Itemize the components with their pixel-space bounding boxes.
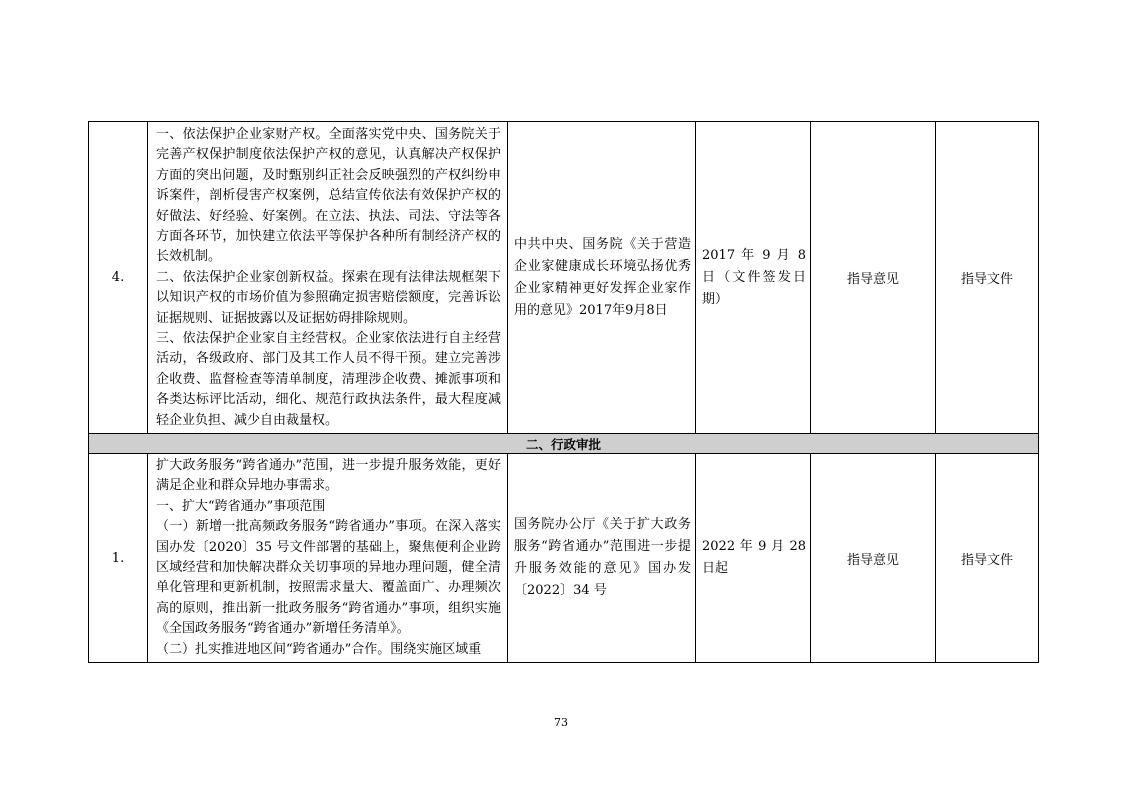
nature-cell: 指导文件 [936, 454, 1039, 663]
table-row [89, 122, 1039, 434]
section-title: 二、行政审批 [89, 434, 1039, 454]
content-paragraph: 一、依法保护企业家财产权。全面落实党中央、国务院关于完善产权保护制度依法保护产权的意见，认真解决产权保护方面的突出问题，及时甄别纠正社会反映强烈的产权纠纷申诉案件，剖析侵害产权案例，总结宣传依法有效保护产权的好做法、好经验、好案例。在立法、执法、司法、守法等各方面各环节，加快建立依法平等保护各种所有制经济产权的长效机制。 [156, 126, 501, 265]
content-paragraph: 扩大政务服务“跨省通办”范围，进一步提升服务效能，更好满足企业和群众异地办事需求。 [156, 458, 501, 494]
type-cell: 指导意见 [811, 454, 936, 663]
table-row [89, 454, 1039, 663]
source-cell [508, 454, 696, 663]
row-number: 1. [89, 454, 148, 663]
date-cell [696, 454, 811, 663]
source-text: 中共中央、国务院《关于营造企业家健康成长环境弘扬优秀企业家精神更好发挥企业家作用的意见》2017年9月8日 [514, 236, 691, 318]
content-paragraph: 三、依法保护企业家自主经营权。企业家依法进行自主经营活动，各级政府、部门及其工作人员不得干预。建立完善涉企收费、监督检查等清单制度，清理涉企收费、摊派事项和各类达标评比活动，细化、规范行政执法条件，最大程度减轻企业负担、减少自由裁量权。 [156, 331, 501, 428]
type-cell: 指导意见 [811, 122, 936, 434]
content-cell [148, 122, 508, 434]
nature-cell: 指导文件 [936, 122, 1039, 434]
content-paragraph: 一、扩大“跨省通办”事项范围 [156, 498, 326, 514]
source-text: 国务院办公厅《关于扩大政务服务“跨省通办”范围进一步提升服务效能的意见》国办发〔2022〕34 号 [514, 517, 691, 598]
source-cell [508, 122, 696, 434]
content-paragraph: （二）扎实推进地区间“跨省通办”合作。围绕实施区域重 [156, 641, 482, 657]
content-paragraph: 二、依法保护企业家创新权益。探索在现有法律法规框架下以知识产权的市场价值为参照确定损害赔偿额度，完善诉讼证据规则、证据披露以及证据妨碍排除规则。 [156, 269, 501, 326]
regulations-table [88, 121, 1039, 663]
content-cell [148, 454, 508, 663]
page-number: 73 [554, 716, 568, 729]
date-cell [696, 122, 811, 434]
row-number: 4. [89, 122, 148, 434]
date-text: 2022 年 9 月 28 日起 [702, 539, 806, 576]
section-header-row [89, 434, 1039, 454]
content-paragraph: （一）新增一批高频政务服务“跨省通办”事项。在深入落实国办发〔2020〕35 号文件部署的基础上，聚焦便利企业跨区域经营和加快解决群众关切事项的异地办理问题，健全清单化管理和更新机制，按照需求量大、覆盖面广、办理频次高的原则，推出新一批政务服务“跨省通办”事项，组织实施《全国政务服务“跨省通办”新增任务清单》。 [156, 519, 501, 637]
date-text: 2017 年 9 月 8 日（文件签发日期） [702, 247, 806, 307]
